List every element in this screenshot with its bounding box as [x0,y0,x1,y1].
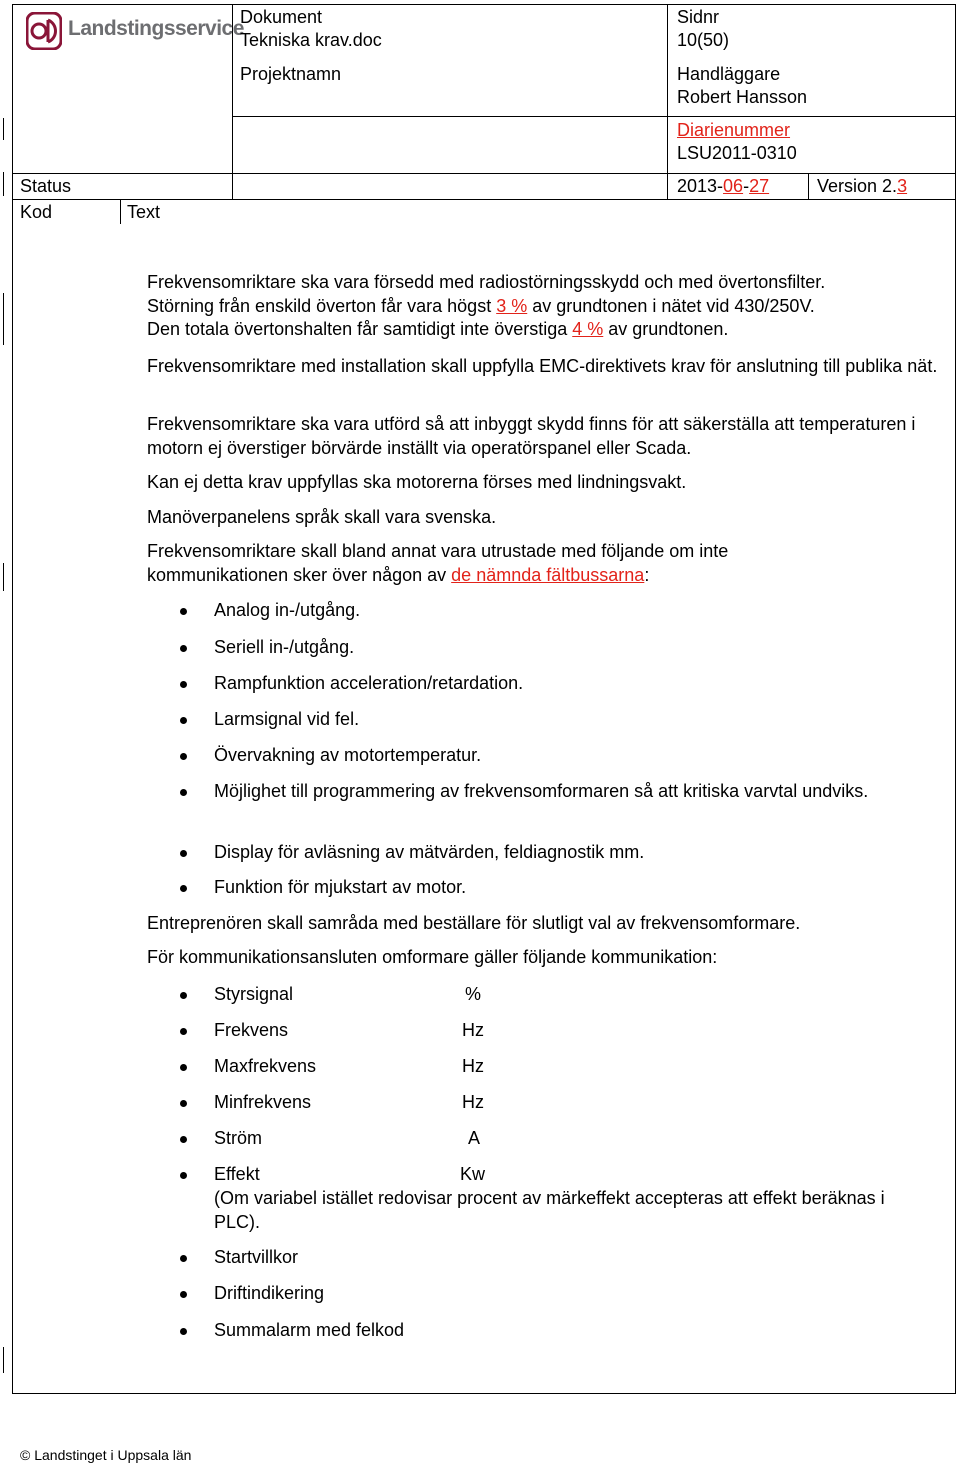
bullet [180,717,187,724]
change-bar [3,563,4,591]
unit-value: Hz [462,1056,484,1076]
header-rule-2 [12,173,956,174]
logo [24,10,244,50]
bullet [180,1028,187,1035]
kod-text-divider [120,200,121,224]
sidnr-value: 10(50) [677,30,730,50]
list-item: Driftindikering [214,1283,325,1303]
logo-icon [26,12,62,50]
unit-value: Kw [460,1164,486,1184]
sidnr-label: Sidnr [677,7,720,27]
bullet [180,1328,187,1335]
list-item: Minfrekvens [214,1092,312,1112]
paragraph-filter: Frekvensomriktare ska vara försedd med radiostörningsskydd och med övertonsfilter. Störning från enskild överton får vara högst 3 % av grundtonen i nätet vid 430/250V. Den totala övertonshalten får samtidigt inte överstiga 4 % av grundtonen. [147,272,826,339]
unit-value: % [465,984,482,1004]
logo-text: Landstingsservice [68,17,244,40]
status-label: Status [20,176,72,196]
list-item: Startvillkor [214,1247,299,1267]
list-item: Larmsignal vid fel. [214,709,360,729]
document-date: 2013-06-27 [677,176,770,196]
list-item: Möjlighet till programmering av frekvensomformaren så att kritiska varvtal undviks. [214,781,869,801]
bullet [180,645,187,652]
version-divider [808,173,809,199]
bullet [180,1255,187,1262]
bullet [180,885,187,892]
diarienummer-label: Diarienummer [677,120,791,140]
paragraph-language: Manöverpanelens språk skall vara svenska. [147,507,497,527]
list-item: Styrsignal [214,984,294,1004]
bullet [180,1100,187,1107]
list-item: Frekvens [214,1020,289,1040]
list-item: Rampfunktion acceleration/retardation. [214,673,524,693]
bullet [180,608,187,615]
header-rule-1 [232,116,956,117]
bullet [180,681,187,688]
header-divider-right [667,4,668,200]
change-bar [3,293,4,345]
unit-value: Hz [462,1092,484,1112]
change-bar [3,172,4,196]
dokument-value: Tekniska krav.doc [240,30,382,50]
list-item: Funktion för mjukstart av motor. [214,877,467,897]
bullet [180,850,187,857]
list-item: Ström [214,1128,263,1148]
dokument-label: Dokument [240,7,323,27]
header-rule-3 [12,199,956,200]
change-bar [3,1347,4,1373]
list-item: Maxfrekvens [214,1056,317,1076]
paragraph-samrada: Entreprenören skall samråda med beställare för slutligt val av frekvensomformare. [147,913,801,933]
handlaggare-label: Handläggare [677,64,781,84]
unit-value: A [468,1128,481,1148]
projektnamn-label: Projektnamn [240,64,342,84]
bullet [180,1172,187,1179]
footer-copyright: © Landstinget i Uppsala län [20,1447,192,1463]
unit-value: Hz [462,1020,484,1040]
paragraph-equipment: Frekvensomriktare skall bland annat vara utrustade med följande om inte kommunikationen sker över någon av de nämnda fältbussarna: [147,541,729,585]
bullet [180,789,187,796]
text-label: Text [127,202,161,222]
paragraph-temperature: Frekvensomriktare ska vara utförd så att inbyggt skydd finns för att säkerställa att temperaturen i motorn ej överstiger börvärde inställt via operatörspanel eller Scada. [147,414,916,458]
handlaggare-value: Robert Hansson [677,87,808,107]
diarienummer-value: LSU2011-0310 [677,143,797,163]
version-label: Version 2.3 [817,176,908,196]
effekt-note: (Om variabel istället redovisar procent av märkeffekt accepteras att effekt beräknas i PLC). [214,1188,885,1232]
change-bar [3,118,4,140]
header-divider-left [232,4,233,200]
bullet [180,992,187,999]
bullet [180,1291,187,1298]
bullet [180,1064,187,1071]
list-item: Seriell in-/utgång. [214,637,355,657]
bullet [180,1136,187,1143]
kod-label: Kod [20,202,53,222]
paragraph-kommunikation: För kommunikationsansluten omformare gäller följande kommunikation: [147,947,718,967]
list-item: Display för avläsning av mätvärden, feldiagnostik mm. [214,842,645,862]
bullet [180,753,187,760]
list-item: Analog in-/utgång. [214,600,361,620]
list-item: Summalarm med felkod [214,1320,405,1340]
list-item: Effekt [214,1164,260,1184]
list-item: Övervakning av motortemperatur. [214,745,482,765]
paragraph-emc: Frekvensomriktare med installation skall uppfylla EMC-direktivets krav för anslutning till publika nät. [147,356,938,376]
paragraph-lindningsvakt: Kan ej detta krav uppfyllas ska motorerna förses med lindningsvakt. [147,472,687,492]
